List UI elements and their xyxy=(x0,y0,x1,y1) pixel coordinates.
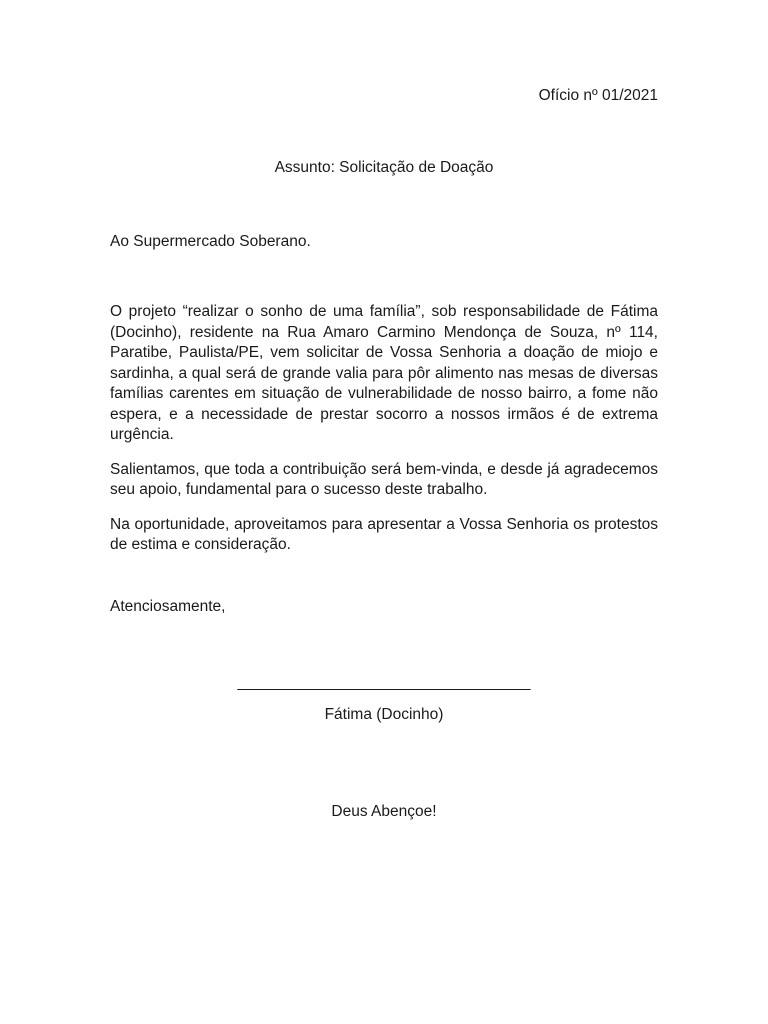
signatory-name: Fátima (Docinho) xyxy=(324,706,444,723)
subject-line: Assunto: Solicitação de Doação xyxy=(274,159,494,176)
body-paragraph-2: Salientamos, que toda a contribuição será bem-vinda, e desde já agradecemos seu apoio, fundamental para o sucesso deste trabalho. xyxy=(110,460,658,498)
signature-line: __________________________________ xyxy=(237,674,531,691)
addressee: Ao Supermercado Soberano. xyxy=(110,233,311,250)
blessing: Deus Abençoe! xyxy=(331,803,437,820)
body-paragraph-1: O projeto “realizar o sonho de uma família”, sob responsabilidade de Fátima (Docinho), residente na Rua Amaro Carmino Mendonça de Souza, nº 114, Paratibe, Paulista/PE, vem solicitar de Vossa Senhoria a doação de miojo e sardinha, a qual será de grande valia para pôr alimento nas mesas de diversas famílias carentes em situação de vulnerabilidade de nosso bairro, a fome não espera, e a necessidade de prestar socorro a nossos irmãos é de extrema urgência. xyxy=(110,303,658,443)
body-paragraph-3: Na oportunidade, aproveitamos para apresentar a Vossa Senhoria os protestos de estima e consideração. xyxy=(110,515,658,553)
reference-number: Ofício nº 01/2021 xyxy=(538,87,658,104)
closing: Atenciosamente, xyxy=(110,598,226,615)
letter-body xyxy=(110,302,658,570)
